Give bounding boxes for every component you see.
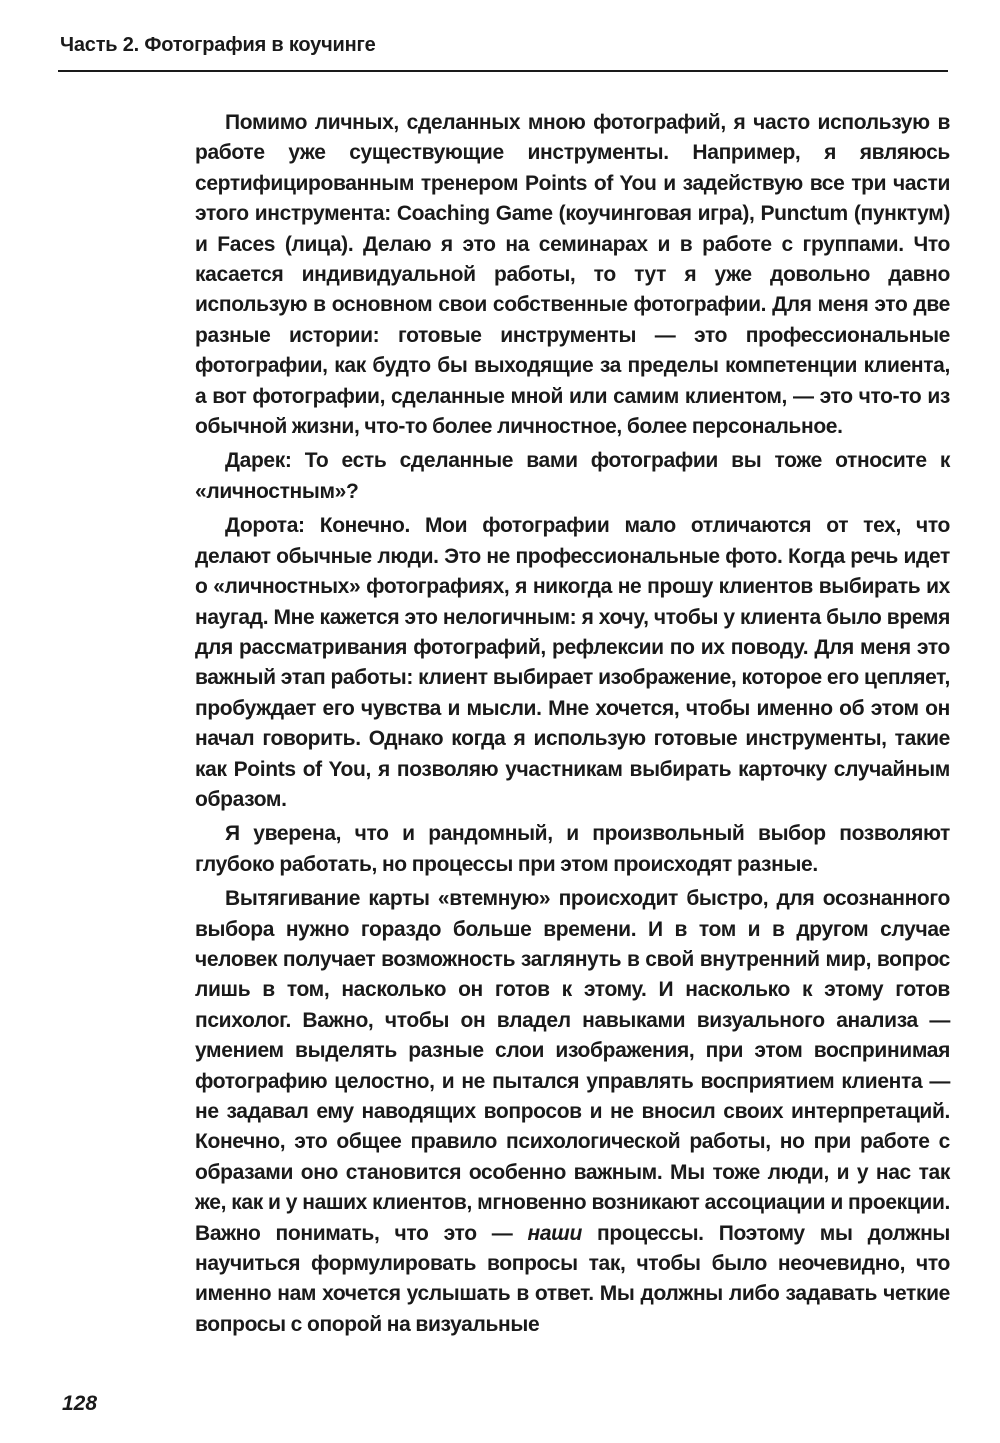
paragraph-2 bbox=[195, 446, 950, 507]
paragraph-1: Помимо личных, сделанных мною фотографий, я часто использую в работе уже существующие инструменты. Например, я являюсь сертифицированным тренером Points of You и задействую все три части этого инструмента: Coaching Game (коучинговая игра), Punctum (пунктум) и Faces (лица). Делаю я это на семинарах и в работе с группами. Что касается индивидуальной работы, то тут я уже довольно давно использую в основном свои собственные фотографии. Для меня это две разные истории: готовые инструменты — это профессиональные фотографии, как будто бы выходящие за пределы компетенции клиента, а вот фотографии, сделанные мной или самим клиентом, — это что-то из обычной жизни, что-то более личностное, более персональное. bbox=[195, 111, 950, 439]
page-number: 128 bbox=[62, 1392, 98, 1415]
paragraph-5-text-b: процессы. Поэтому мы должны научиться формулировать вопросы так, чтобы было неочевидно, что именно нам хочется услышать в ответ. Мы должны либо задавать четкие вопросы с опорой на визуальные bbox=[195, 1221, 951, 1336]
header-rule bbox=[58, 70, 948, 72]
body-text bbox=[195, 108, 950, 1344]
paragraph-4: Я уверена, что и рандомный, и произвольный выбор позволяют глубоко работать, но процессы при этом происходят разные. bbox=[195, 822, 950, 876]
emphasis-nashi: наши bbox=[527, 1221, 582, 1245]
speaker-darek: Дарек: bbox=[225, 449, 292, 473]
paragraph-3-text: Конечно. Мои фотографии мало отличаются от тех, что делают обычные люди. Это не профессиональные фото. Когда речь идет о «личностных» фотографиях, я никогда не прошу клиентов выбирать их наугад. Мне кажется это нелогичным: я хочу, чтобы у клиента было время для рассматривания фотографий, рефлексии по их поводу. Для меня это важный этап работы: клиент выбирает изображение, которое его цепляет, пробуждает его чувства и мысли. Мне хочется, чтобы именно об этом он начал говорить. Однако когда я использую готовые инструменты, такие как Points of You, я позволяю участникам выбирать карточку случайным образом. bbox=[195, 514, 950, 811]
speaker-dorota: Дорота: bbox=[225, 514, 305, 538]
paragraph-3 bbox=[195, 511, 950, 815]
paragraph-2-text: То есть сделанные вами фотографии вы тоже относите к «личностным»? bbox=[195, 449, 950, 503]
paragraph-5-text-a: Вытягивание карты «втемную» происходит быстро, для осознанного выбора нужно гораздо больше времени. И в том и в другом случае человек получает возможность заглянуть в свой внутренний мир, вопрос лишь в том, насколько он готов к этому. И насколько к этому готов психолог. Важно, чтобы он владел навыками визуального анализа — умением выделять разные слои изображения, при этом воспринимая фотографию целостно, и не пытался управлять восприятием клиента — не задавал ему наводящих вопросов и не вносил своих интерпретаций. Конечно, это общее правило психологической работы, но при работе с образами оно становится особенно важным. Мы тоже люди, и у нас так же, как и у наших клиентов, мгновенно возникают ассоциации и проекции. Важно понимать, что это — bbox=[195, 887, 950, 1245]
paragraph-5 bbox=[195, 884, 950, 1340]
running-header: Часть 2. Фотография в коучинге bbox=[60, 34, 376, 56]
